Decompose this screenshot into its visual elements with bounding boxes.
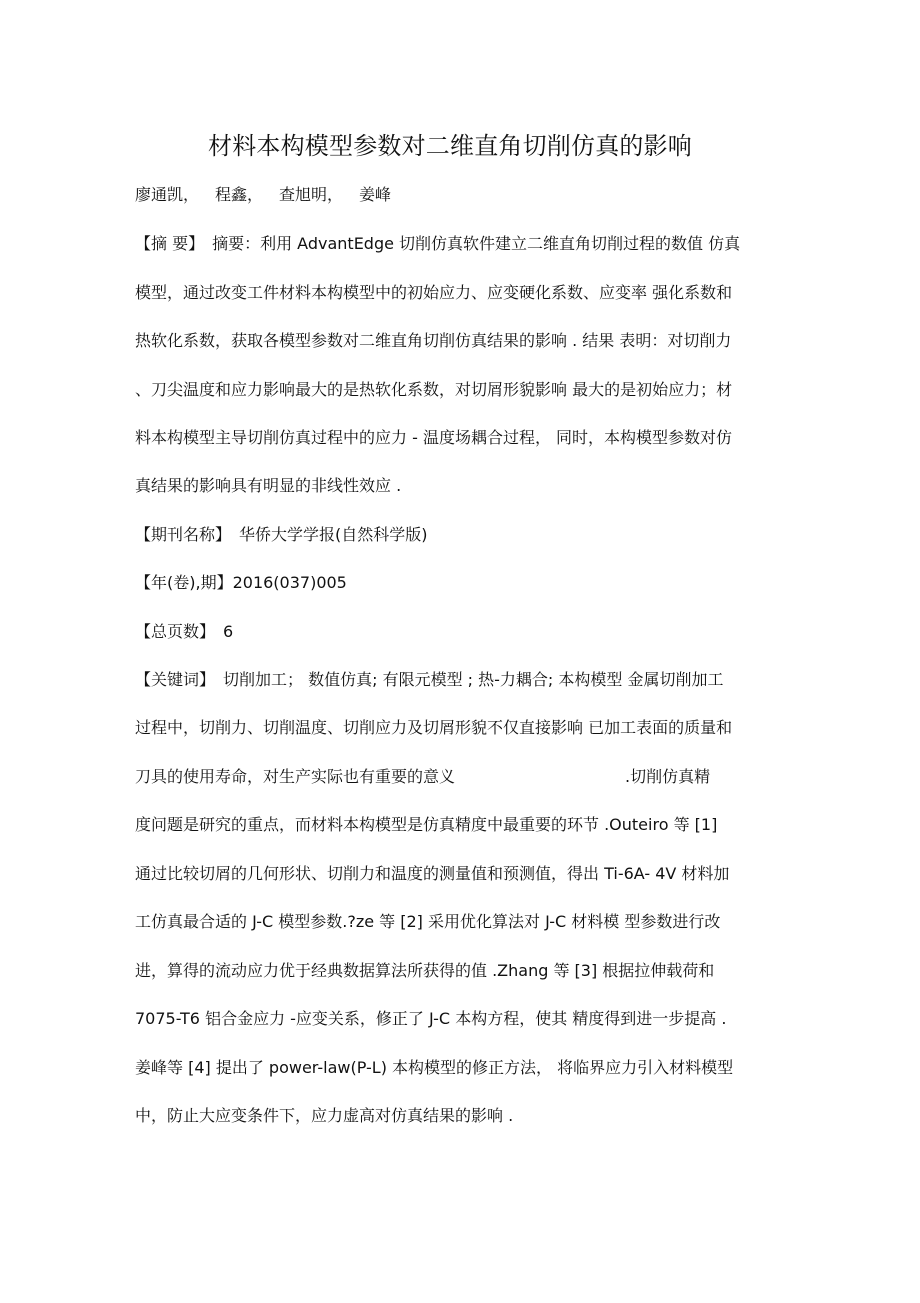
year-issue-line: [135, 571, 347, 595]
abstract-line: 热软化系数，获取各模型参数对二维直角切削仿真结果的影响 . 结果 表明：对切削力: [135, 331, 732, 350]
body-text: 刀具的使用寿命，对生产实际也有重要的意义: [135, 767, 456, 786]
keywords-text: 切削加工； 数值仿真; 有限元模型 ; 热-力耦合; 本构模型 金属切削加工: [223, 670, 724, 689]
year-issue-value: 2016(037)005: [232, 573, 347, 592]
body-line: [135, 765, 710, 789]
keywords-line: [135, 668, 723, 692]
author-name: 姜峰: [359, 185, 392, 204]
author-name: 程鑫，: [215, 185, 264, 204]
body-line: 度问题是研究的重点，而材料本构模型是仿真精度中最重要的环节 .Outeiro 等 [1]: [135, 815, 718, 834]
abstract-line: 料本构模型主导切削仿真过程中的应力 - 温度场耦合过程， 同时，本构模型参数对仿: [135, 428, 733, 447]
abstract-line: 真结果的影响具有明显的非线性效应 .: [135, 476, 402, 495]
abstract-line: 模型，通过改变工件材料本构模型中的初始应力、应变硬化系数、应变率 强化系数和: [135, 283, 733, 302]
author-list: [135, 183, 391, 207]
abstract-label: 【摘 要】: [135, 234, 205, 253]
journal-label: 【期刊名称】: [135, 525, 232, 544]
keywords-label: 【关键词】: [135, 670, 216, 689]
abstract-line: [135, 232, 740, 256]
journal-line: [135, 523, 428, 547]
body-line: 通过比较切屑的几何形状、切削力和温度的测量值和预测值，得出 Ti-6A- 4V 材料加: [135, 864, 730, 883]
body-line: 姜峰等 [4] 提出了 power-law(P-L) 本构模型的修正方法， 将临界应力引入材料模型: [135, 1058, 734, 1077]
year-issue-label: 【年(卷),期】: [135, 573, 233, 592]
body-line: 过程中，切削力、切削温度、切削应力及切屑形貌不仅直接影响 已加工表面的质量和: [135, 718, 733, 737]
paper-title: 材料本构模型参数对二维直角切削仿真的影响: [208, 132, 692, 160]
body-line: 工仿真最合适的 J-C 模型参数.?ze 等 [2] 采用优化算法对 J-C 材料模 型参数进行改: [135, 912, 721, 931]
journal-name: 华侨大学学报(自然科学版): [239, 525, 428, 544]
body-line: 7075-T6 铝合金应力 -应变关系，修正了 J-C 本构方程，使其 精度得到进一步提高 .: [135, 1009, 727, 1028]
body-line: 进，算得的流动应力优于经典数据算法所获得的值 .Zhang 等 [3] 根据拉伸载荷和: [135, 961, 715, 980]
author-name: 查旭明，: [279, 185, 344, 204]
author-name: 廖通凯，: [135, 185, 200, 204]
total-pages-value: 6: [223, 622, 234, 641]
abstract-line: 、刀尖温度和应力影响最大的是热软化系数，对切屑形貌影响 最大的是初始应力；材: [135, 380, 733, 399]
body-line: 中，防止大应变条件下，应力虚高对仿真结果的影响 .: [135, 1106, 514, 1125]
body-text: .切削仿真精: [625, 767, 711, 786]
total-pages-line: [135, 620, 233, 644]
total-pages-label: 【总页数】: [135, 622, 216, 641]
abstract-text: 摘要：利用 AdvantEdge 切削仿真软件建立二维直角切削过程的数值 仿真: [212, 234, 741, 253]
